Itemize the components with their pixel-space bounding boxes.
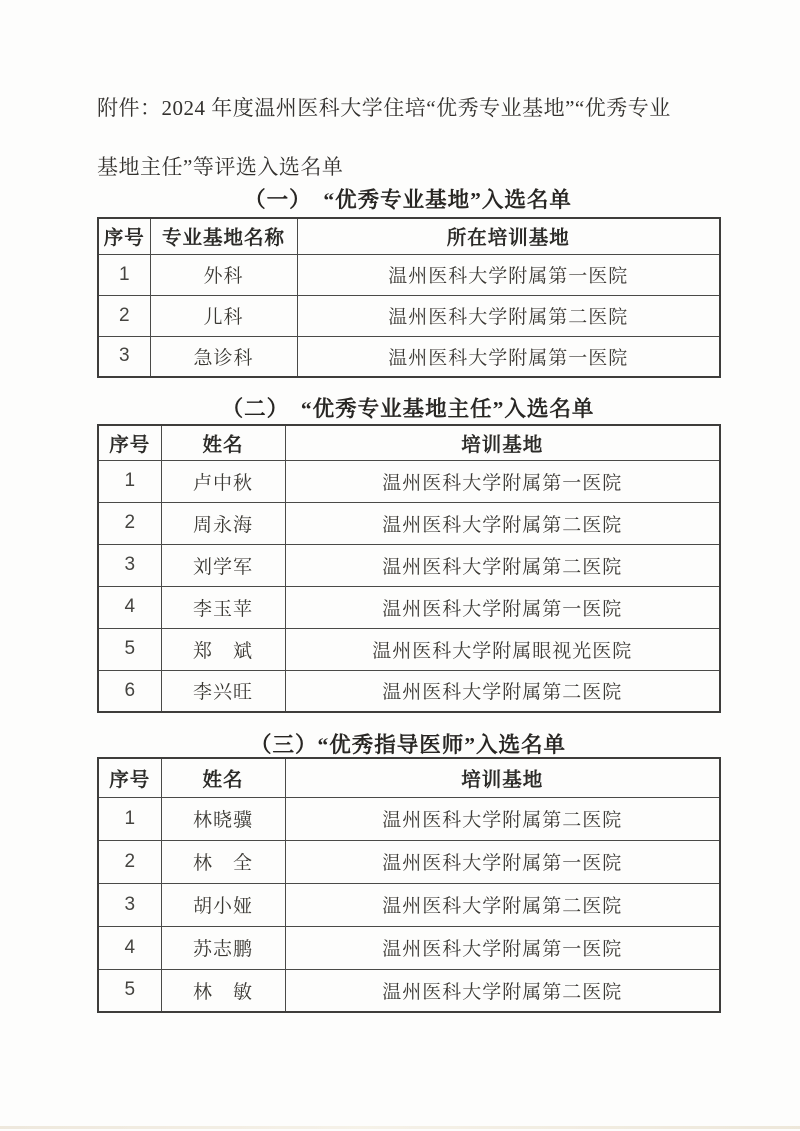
column-header: 序号 (98, 758, 161, 797)
cell-name: 郑 斌 (161, 628, 285, 670)
cell-name: 周永海 (161, 502, 285, 544)
cell-seq-number: 5 (98, 969, 161, 1012)
cell-seq-number: 2 (98, 502, 161, 544)
table-row (98, 460, 720, 502)
cell-name: 李玉苹 (161, 586, 285, 628)
column-header: 培训基地 (285, 758, 720, 797)
column-header: 所在培训基地 (297, 218, 720, 254)
cell-training-base: 温州医科大学附属第一医院 (285, 460, 720, 502)
cell-name: 儿科 (150, 295, 297, 336)
cell-training-base: 温州医科大学附属第一医院 (297, 336, 720, 377)
cell-seq-number: 2 (98, 295, 150, 336)
column-header: 专业基地名称 (150, 218, 297, 254)
cell-seq-number: 4 (98, 926, 161, 969)
cell-name: 卢中秋 (161, 460, 285, 502)
table-row (98, 840, 720, 883)
column-header: 培训基地 (285, 425, 720, 460)
attachment-title-line1: 附件：2024 年度温州医科大学住培“优秀专业基地”“优秀专业 (97, 96, 671, 120)
section-3-heading: （三）“优秀指导医师”入选名单 (249, 733, 566, 757)
table-row (98, 883, 720, 926)
cell-training-base: 温州医科大学附属第二医院 (285, 883, 720, 926)
column-header: 姓名 (161, 758, 285, 797)
table-row (98, 628, 720, 670)
table-row (98, 969, 720, 1012)
cell-seq-number: 6 (98, 670, 161, 712)
table-row (98, 670, 720, 712)
cell-training-base: 温州医科大学附属第二医院 (285, 502, 720, 544)
cell-name: 刘学军 (161, 544, 285, 586)
table-row (98, 336, 720, 377)
table-header-row (98, 218, 720, 254)
attachment-title (97, 92, 723, 181)
cell-seq-number: 1 (98, 254, 150, 295)
column-header: 序号 (98, 425, 161, 460)
cell-name: 急诊科 (150, 336, 297, 377)
table-excellent-base-directors (97, 424, 721, 713)
cell-training-base: 温州医科大学附属第一医院 (285, 840, 720, 883)
cell-seq-number: 1 (98, 460, 161, 502)
cell-name: 林晓骥 (161, 797, 285, 840)
cell-training-base: 温州医科大学附属第一医院 (297, 254, 720, 295)
cell-name: 李兴旺 (161, 670, 285, 712)
cell-training-base: 温州医科大学附属眼视光医院 (285, 628, 720, 670)
cell-training-base: 温州医科大学附属第二医院 (285, 969, 720, 1012)
table-row (98, 797, 720, 840)
table-row (98, 295, 720, 336)
cell-seq-number: 3 (98, 544, 161, 586)
table-row (98, 544, 720, 586)
table-row (98, 586, 720, 628)
table-excellent-specialty-bases (97, 217, 721, 378)
cell-training-base: 温州医科大学附属第一医院 (285, 586, 720, 628)
cell-name: 苏志鹏 (161, 926, 285, 969)
table-excellent-supervising-physicians (97, 757, 721, 1013)
cell-training-base: 温州医科大学附属第二医院 (285, 670, 720, 712)
table-header-row (98, 758, 720, 797)
cell-training-base: 温州医科大学附属第二医院 (285, 797, 720, 840)
table-row (98, 254, 720, 295)
section-2-heading: （二） “优秀专业基地主任”入选名单 (221, 397, 595, 421)
cell-seq-number: 4 (98, 586, 161, 628)
column-header: 序号 (98, 218, 150, 254)
cell-seq-number: 2 (98, 840, 161, 883)
cell-name: 外科 (150, 254, 297, 295)
cell-name: 林 敏 (161, 969, 285, 1012)
cell-training-base: 温州医科大学附属第一医院 (285, 926, 720, 969)
cell-seq-number: 5 (98, 628, 161, 670)
cell-seq-number: 3 (98, 883, 161, 926)
cell-seq-number: 3 (98, 336, 150, 377)
scan-edge-artifact (0, 1126, 800, 1129)
column-header: 姓名 (161, 425, 285, 460)
table-row (98, 926, 720, 969)
cell-training-base: 温州医科大学附属第二医院 (285, 544, 720, 586)
table-row (98, 502, 720, 544)
table-header-row (98, 425, 720, 460)
cell-name: 林 全 (161, 840, 285, 883)
cell-name: 胡小娅 (161, 883, 285, 926)
cell-training-base: 温州医科大学附属第二医院 (297, 295, 720, 336)
section-1-heading: （一） “优秀专业基地”入选名单 (244, 188, 572, 212)
attachment-title-line2: 基地主任”等评选入选名单 (97, 155, 344, 179)
cell-seq-number: 1 (98, 797, 161, 840)
